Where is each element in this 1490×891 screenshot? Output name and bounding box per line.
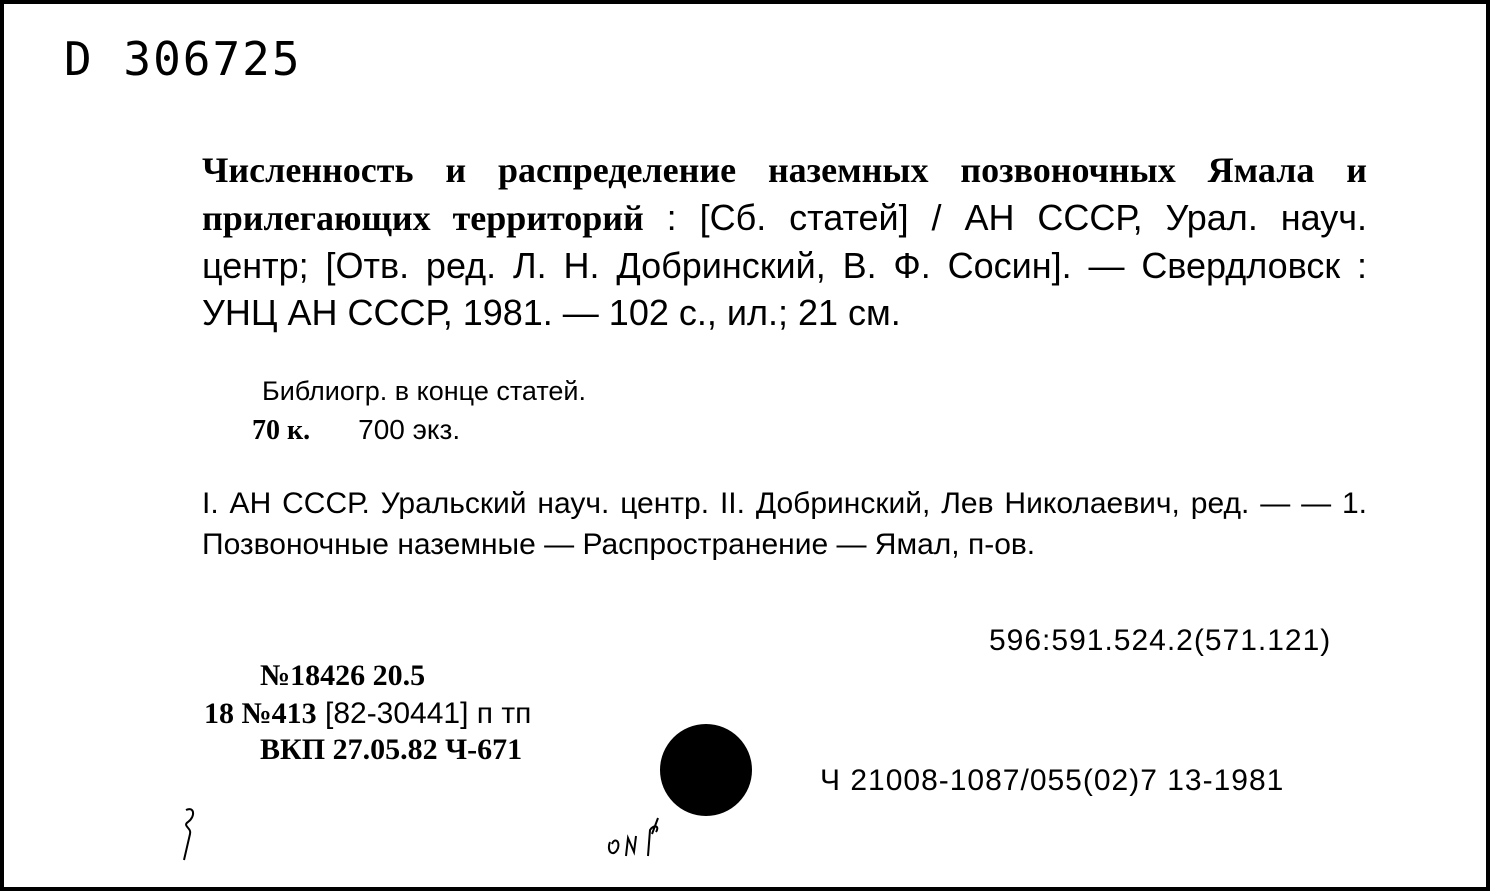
handwritten-mark-left	[172, 804, 202, 864]
udc-classification: 596:591.524.2(571.121)	[989, 624, 1332, 657]
order-print-code: [82-30441] п тп	[316, 697, 532, 730]
card-id-number: D 306725	[64, 32, 302, 86]
printing-house-line: ВКП 27.05.82 Ч-671	[260, 733, 523, 766]
order-details	[204, 697, 531, 731]
publication-index-code: Ч 21008-1087/055(02)7 13-1981	[820, 764, 1285, 797]
copies: 700 экз.	[358, 414, 461, 445]
order-number: №18426 20.5	[260, 659, 426, 692]
handwritten-mark-bottom	[604, 812, 674, 862]
publication-details: : [Сб. статей] / АН СССР, Урал. науч. центр; [Отв. ред. Л. Н. Добринский, В. Ф. Сосин]. — Свердловск : УНЦ АН СССР, 1981. — 102 с., ил.; 21 см.	[202, 197, 1367, 333]
subject-tracings: I. АН СССР. Уральский науч. центр. II. Добринский, Лев Николаевич, ред. — — 1. Позвоночные наземные — Распространение — Ямал, п-ов.	[202, 487, 1367, 561]
order-code: 18 №413	[204, 697, 317, 730]
price-line	[252, 414, 460, 447]
bibliography-note: Библиогр. в конце статей.	[262, 376, 586, 406]
book-title: Численность и распределение наземных позвоночных Ямала и прилегающих территорий	[202, 150, 1367, 238]
bibliographic-description	[202, 146, 1367, 336]
punch-hole	[660, 724, 752, 816]
price: 70 к.	[252, 415, 311, 446]
